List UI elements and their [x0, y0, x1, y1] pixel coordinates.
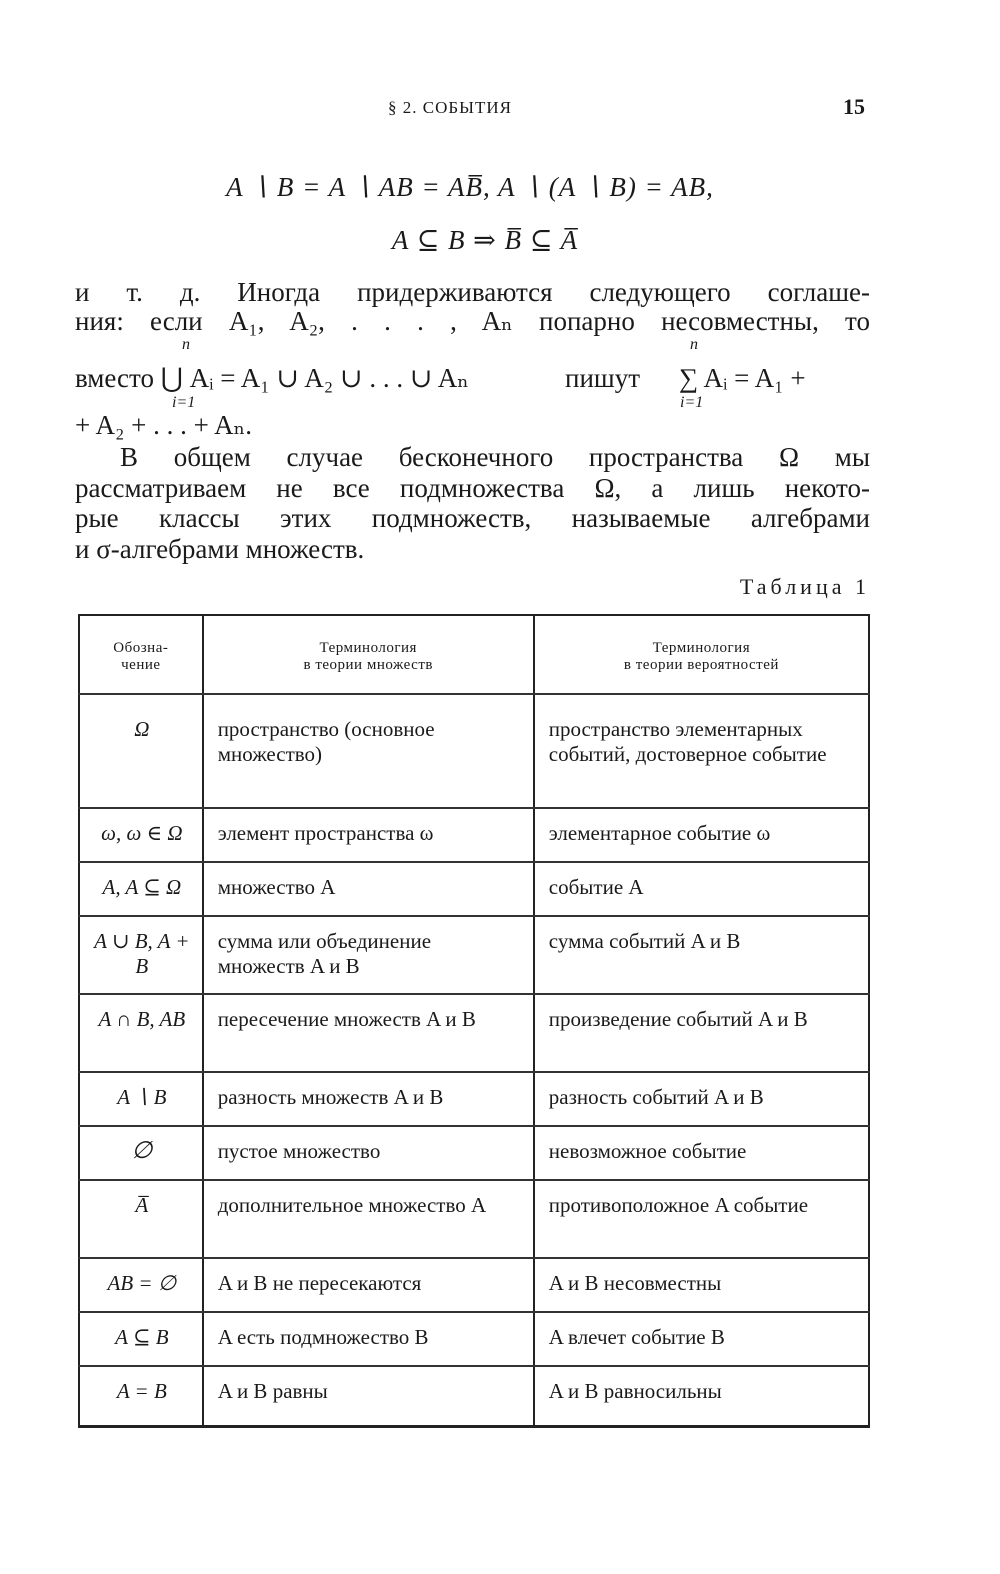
table-row	[79, 1312, 869, 1366]
running-header	[0, 94, 1000, 128]
probability-term-cell: A и B равносильны	[534, 1366, 869, 1426]
table-row	[79, 1126, 869, 1180]
set-term-cell: A и B не пересекаются	[203, 1258, 534, 1312]
notation-cell: A ⊆ B	[79, 1312, 203, 1366]
paragraph-line: рассматриваем не все подмножества Ω, а лишь некото-	[75, 472, 870, 503]
header-probability-theory: Терминология в теории вероятностей	[534, 615, 869, 694]
notation-cell: A ∩ B, AB	[79, 994, 203, 1072]
table-row	[79, 994, 869, 1072]
section-title: § 2. СОБЫТИЯ	[388, 98, 512, 117]
formula-set-difference: A ∖ B = A ∖ AB = AB̅, A ∖ (A ∖ B) = AB,	[226, 172, 714, 202]
set-term-cell: элемент пространства ω	[203, 808, 534, 862]
set-term-cell: сумма или объединение множеств A и B	[203, 916, 534, 994]
probability-term-cell: разность событий A и B	[534, 1072, 869, 1126]
notation-cell: A̅	[79, 1180, 203, 1258]
notation-cell: ∅	[79, 1126, 203, 1180]
probability-term-cell: A и B несовместны	[534, 1258, 869, 1312]
sum-lower-limit: i=1	[680, 394, 704, 411]
probability-term-cell: произведение событий A и B	[534, 994, 869, 1072]
probability-term-cell: сумма событий A и B	[534, 916, 869, 994]
table-row	[79, 916, 869, 994]
notation-cell: A = B	[79, 1366, 203, 1426]
sum-upper-limit: n	[690, 336, 698, 353]
header-set-theory: Терминология в теории множеств	[203, 615, 534, 694]
terminology-table	[78, 614, 870, 1428]
formula-inclusion: A ⊆ B ⇒ B̅ ⊆ A̅	[391, 225, 579, 255]
table-row	[79, 1072, 869, 1126]
notation-cell: AB = ∅	[79, 1258, 203, 1312]
table-row	[79, 862, 869, 916]
table-row	[79, 1180, 869, 1258]
probability-term-cell: пространство элементарных событий, достоверное событие	[534, 694, 869, 808]
probability-term-cell: невозможное событие	[534, 1126, 869, 1180]
written-word: пишут	[565, 363, 640, 393]
probability-term-cell: противоположное A событие	[534, 1180, 869, 1258]
probability-term-cell: событие A	[534, 862, 869, 916]
notation-cell: A, A ⊆ Ω	[79, 862, 203, 916]
paragraph-line: В общем случае бесконечного пространства Ω мы	[120, 442, 870, 472]
paragraph-line: ния: если A₁, A₂, . . . , Aₙ попарно несовместны, то	[75, 306, 870, 336]
notation-cell: A ∪ B, A + B	[79, 916, 203, 994]
notation-cell: Ω	[79, 694, 203, 808]
set-term-cell: множество A	[203, 862, 534, 916]
set-term-cell: пустое множество	[203, 1126, 534, 1180]
set-term-cell: A есть подмножество B	[203, 1312, 534, 1366]
paragraph-line: + A₂ + . . . + Aₙ.	[75, 410, 253, 440]
union-upper-limit: n	[182, 336, 190, 353]
table-row	[79, 694, 869, 808]
paragraph-algebras	[75, 442, 870, 564]
set-term-cell: пересечение множеств A и B	[203, 994, 534, 1072]
table-row	[79, 1366, 869, 1426]
notation-cell: A ∖ B	[79, 1072, 203, 1126]
union-expression: вместо ⋃ Aᵢ = A₁ ∪ A₂ ∪ . . . ∪ Aₙ	[75, 363, 469, 393]
paragraph-line: и σ-алгебрами множеств.	[75, 533, 365, 564]
table-caption: Таблица 1	[739, 574, 870, 599]
paragraph-line: и т. д. Иногда придерживаются следующего соглаше-	[75, 277, 870, 307]
set-term-cell: пространство (основное множество)	[203, 694, 534, 808]
set-term-cell: дополнительное множество A	[203, 1180, 534, 1258]
set-term-cell: разность множеств A и B	[203, 1072, 534, 1126]
notation-cell: ω, ω ∈ Ω	[79, 808, 203, 862]
table-row	[79, 1258, 869, 1312]
union-lower-limit: i=1	[172, 394, 196, 411]
page-number: 15	[843, 94, 865, 119]
set-term-cell: A и B равны	[203, 1366, 534, 1426]
table-row	[79, 808, 869, 862]
probability-term-cell: элементарное событие ω	[534, 808, 869, 862]
sum-expression: ∑ Aᵢ = A₁ +	[679, 363, 806, 393]
table-header-row	[79, 615, 869, 694]
paragraph-line: рые классы этих подмножеств, называемые алгебрами	[75, 503, 870, 533]
header-notation: Обозна- чение	[79, 615, 203, 694]
probability-term-cell: A влечет событие B	[534, 1312, 869, 1366]
